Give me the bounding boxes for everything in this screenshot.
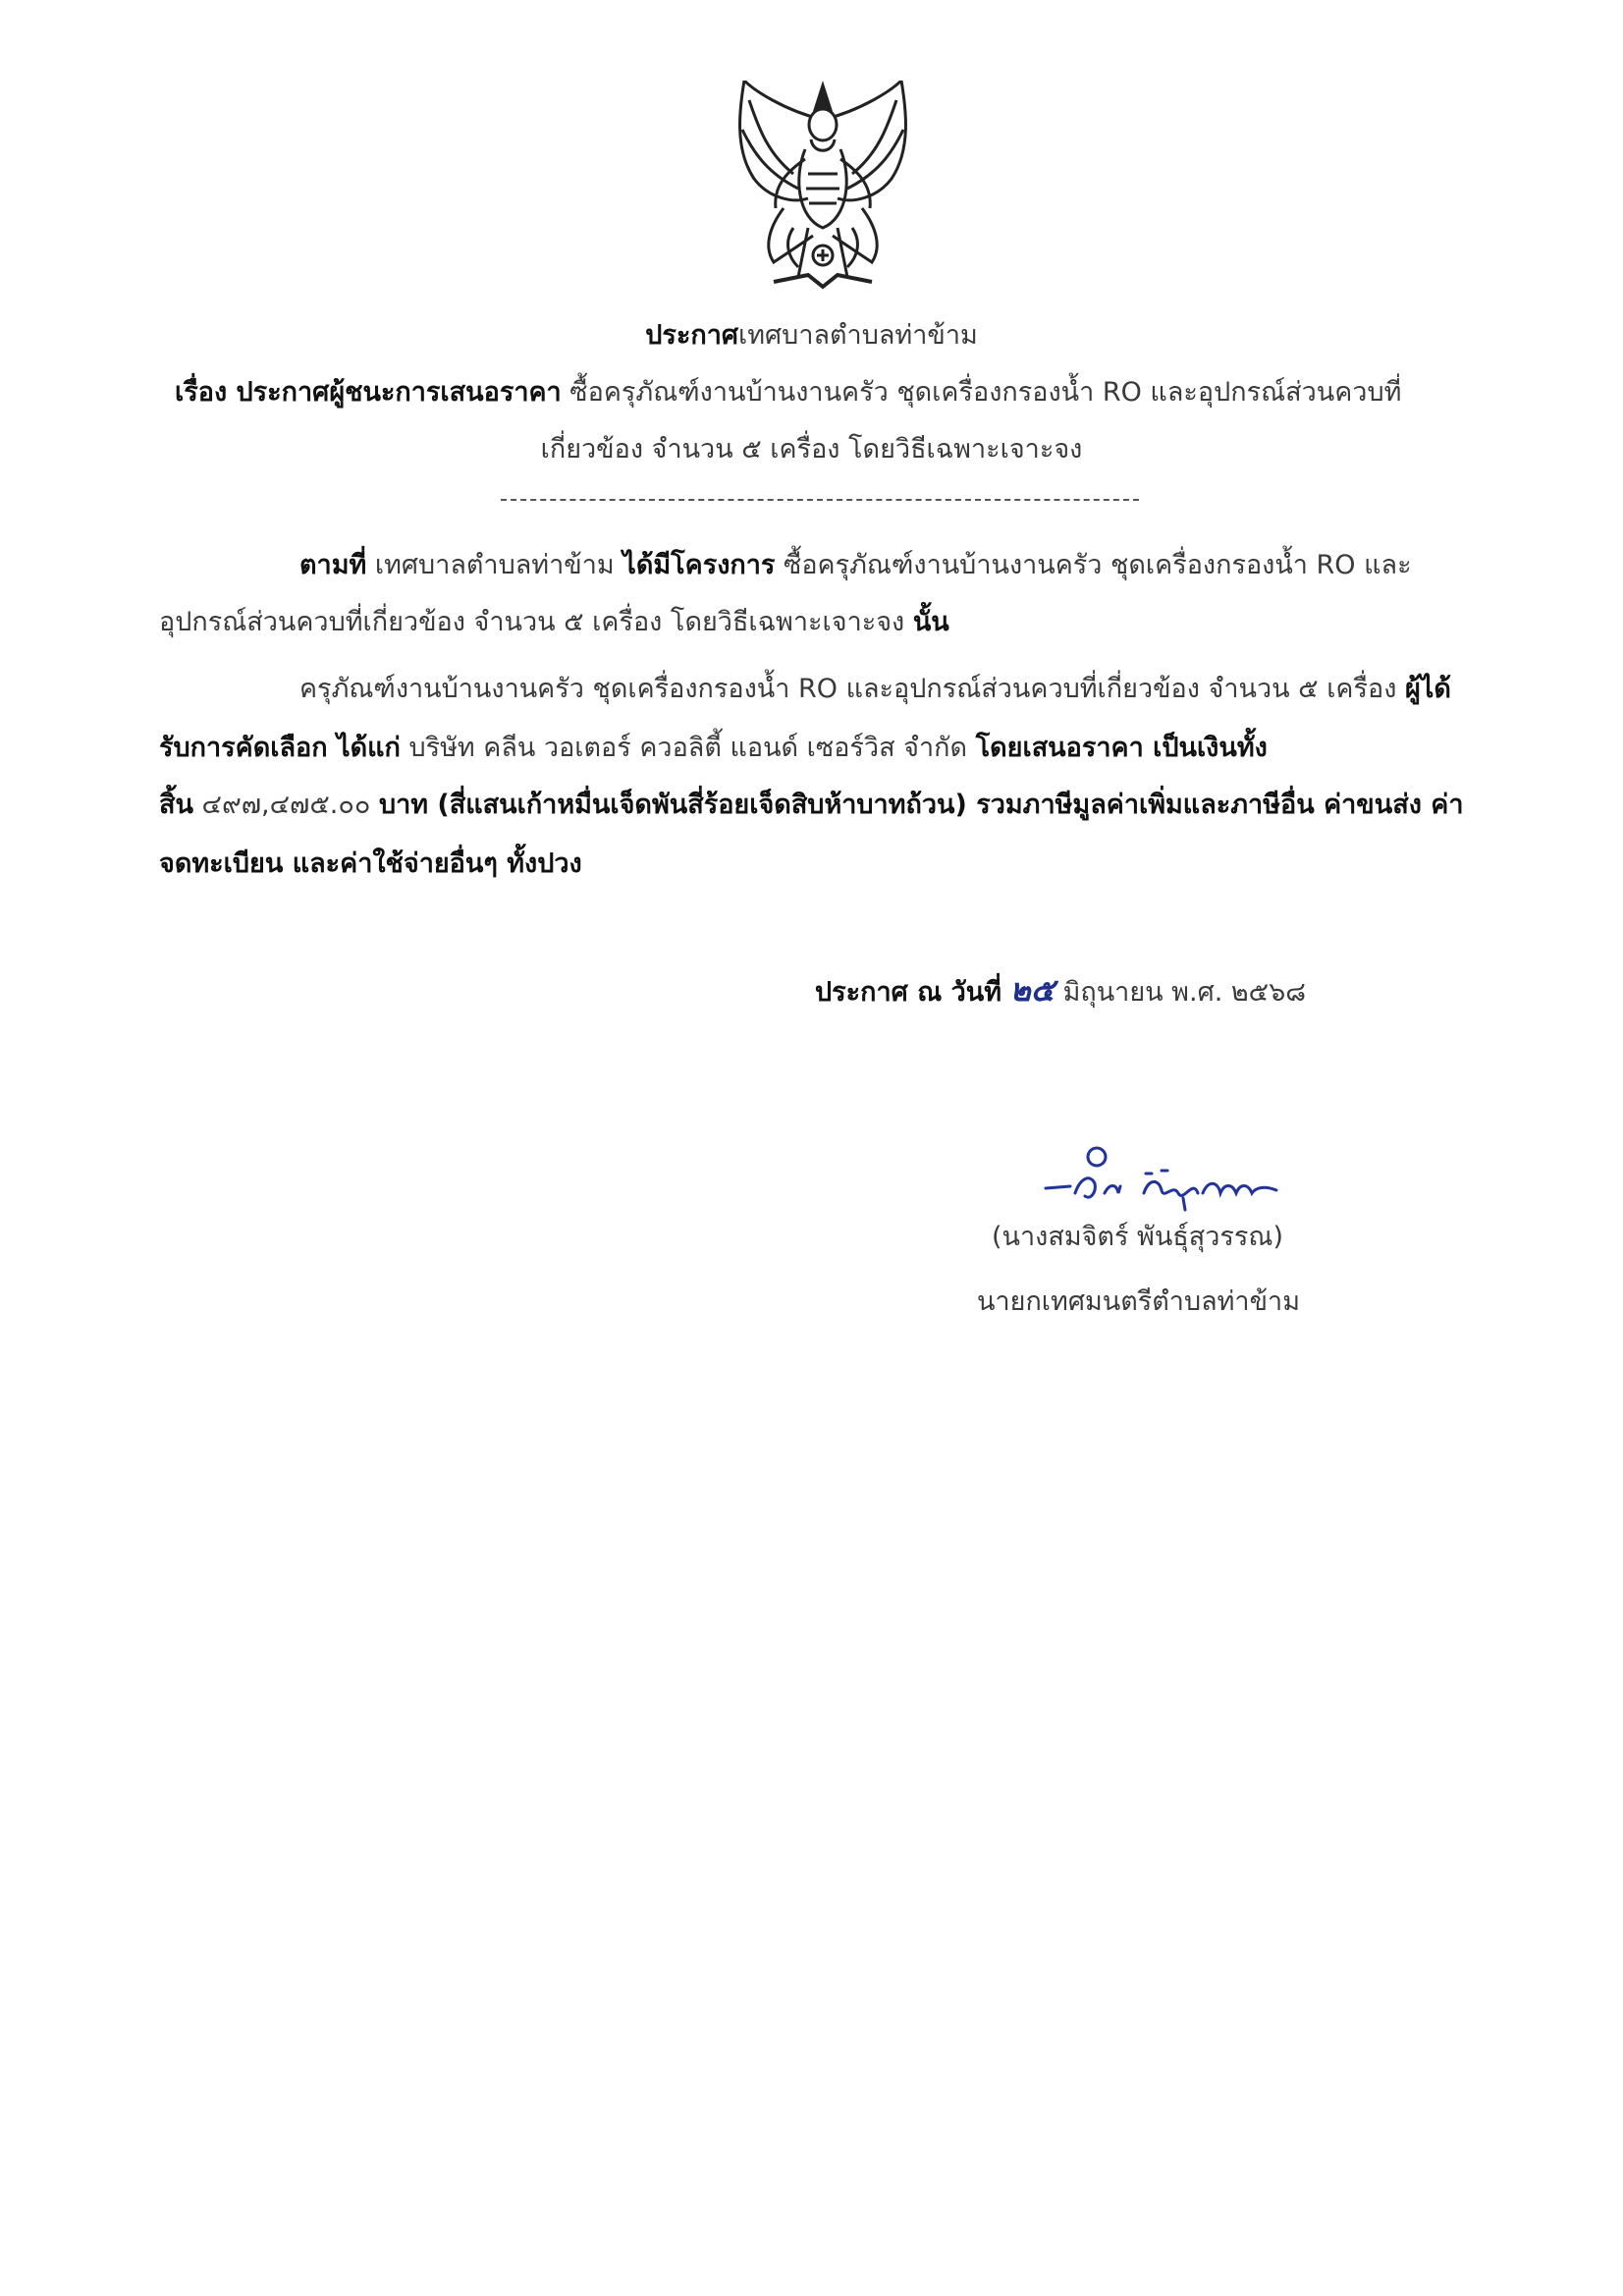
subject-label: เรื่อง ประกาศผู้ชนะการเสนอราคา [175, 377, 562, 408]
announcement-title [0, 316, 1623, 355]
signer-position [977, 1283, 1300, 1322]
p1-c: ได้มีโครงการ [622, 550, 776, 580]
paragraph-2-line-1 [299, 670, 1451, 709]
garuda-emblem-icon [715, 81, 931, 292]
subject-line-1 [175, 373, 1401, 412]
p1-a: ตามที่ [299, 550, 367, 580]
winner-company: บริษัท คลีน วอเตอร์ ควอลิตี้ แอนด์ เซอร์วิส จำกัด [408, 733, 968, 763]
subject-text: ซื้อครุภัณฑ์งานบ้านงานครัว ชุดเครื่องกรองน้ำ RO และอุปกรณ์ส่วนควบที่ [569, 377, 1402, 408]
divider [501, 499, 1139, 501]
subject-line-2 [0, 430, 1623, 469]
paragraph-2-line-3 [159, 786, 1464, 825]
signer-position-text: นายกเทศมนตรีตำบลท่าข้าม [977, 1286, 1300, 1317]
title-bold: ประกาศ [645, 320, 739, 351]
date-day: ๒๕ [1009, 971, 1055, 1009]
p1-end: นั้น [912, 607, 949, 637]
signer-name [992, 1218, 1283, 1257]
p2-b: ผู้ได้ [1404, 674, 1451, 704]
title-agency: เทศบาลตำบลท่าข้าม [738, 320, 978, 351]
date-month-year: มิถุนายน พ.ศ. ๒๕๖๘ [1062, 977, 1307, 1008]
paragraph-2-line-2 [159, 729, 1268, 768]
p2-line2-a: รับการคัดเลือก ได้แก่ [159, 733, 401, 763]
date-label: ประกาศ ณ วันที่ [815, 977, 1002, 1008]
p2-a: ครุภัณฑ์งานบ้านงานครัว ชุดเครื่องกรองน้ำ RO และอุปกรณ์ส่วนควบที่เกี่ยวข้อง จำนวน ๕ เครื่อง [299, 674, 1397, 704]
p2-line3-a: สิ้น [159, 790, 193, 820]
subject-text-cont: เกี่ยวข้อง จำนวน ๕ เครื่อง โดยวิธีเฉพาะเจาะจง [540, 434, 1083, 465]
p1-line2: อุปกรณ์ส่วนควบที่เกี่ยวข้อง จำนวน ๕ เครื่อง โดยวิธีเฉพาะเจาะจง [159, 607, 905, 637]
paragraph-1-line-2 [159, 603, 949, 642]
p1-d: ซื้อครุภัณฑ์งานบ้านงานครัว ชุดเครื่องกรองน้ำ RO และ [784, 550, 1412, 580]
announcement-date [815, 970, 1306, 1012]
paragraph-1-line-1 [299, 546, 1412, 585]
paragraph-2-line-4 [159, 845, 582, 884]
p2-line4: จดทะเบียน และค่าใช้จ่ายอื่นๆ ทั้งปวง [159, 848, 582, 879]
p2-line3-c: บาท (สี่แสนเก้าหมื่นเจ็ดพันสี่ร้อยเจ็ดสิบห้าบาทถ้วน) รวมภาษีมูลค่าเพิ่มและภาษีอื่น ค่าขนส่ง ค่า [378, 790, 1464, 820]
handwritten-signature-icon [1036, 1139, 1291, 1228]
signer-name-text: (นางสมจิตร์ พันธุ์สุวรรณ) [992, 1222, 1284, 1252]
p2-line2-c: โดยเสนอราคา เป็นเงินทั้ง [975, 733, 1268, 763]
p1-b: เทศบาลตำบลท่าข้าม [374, 550, 615, 580]
bid-amount: ๔๙๗,๔๗๕.๐๐ [201, 790, 371, 820]
